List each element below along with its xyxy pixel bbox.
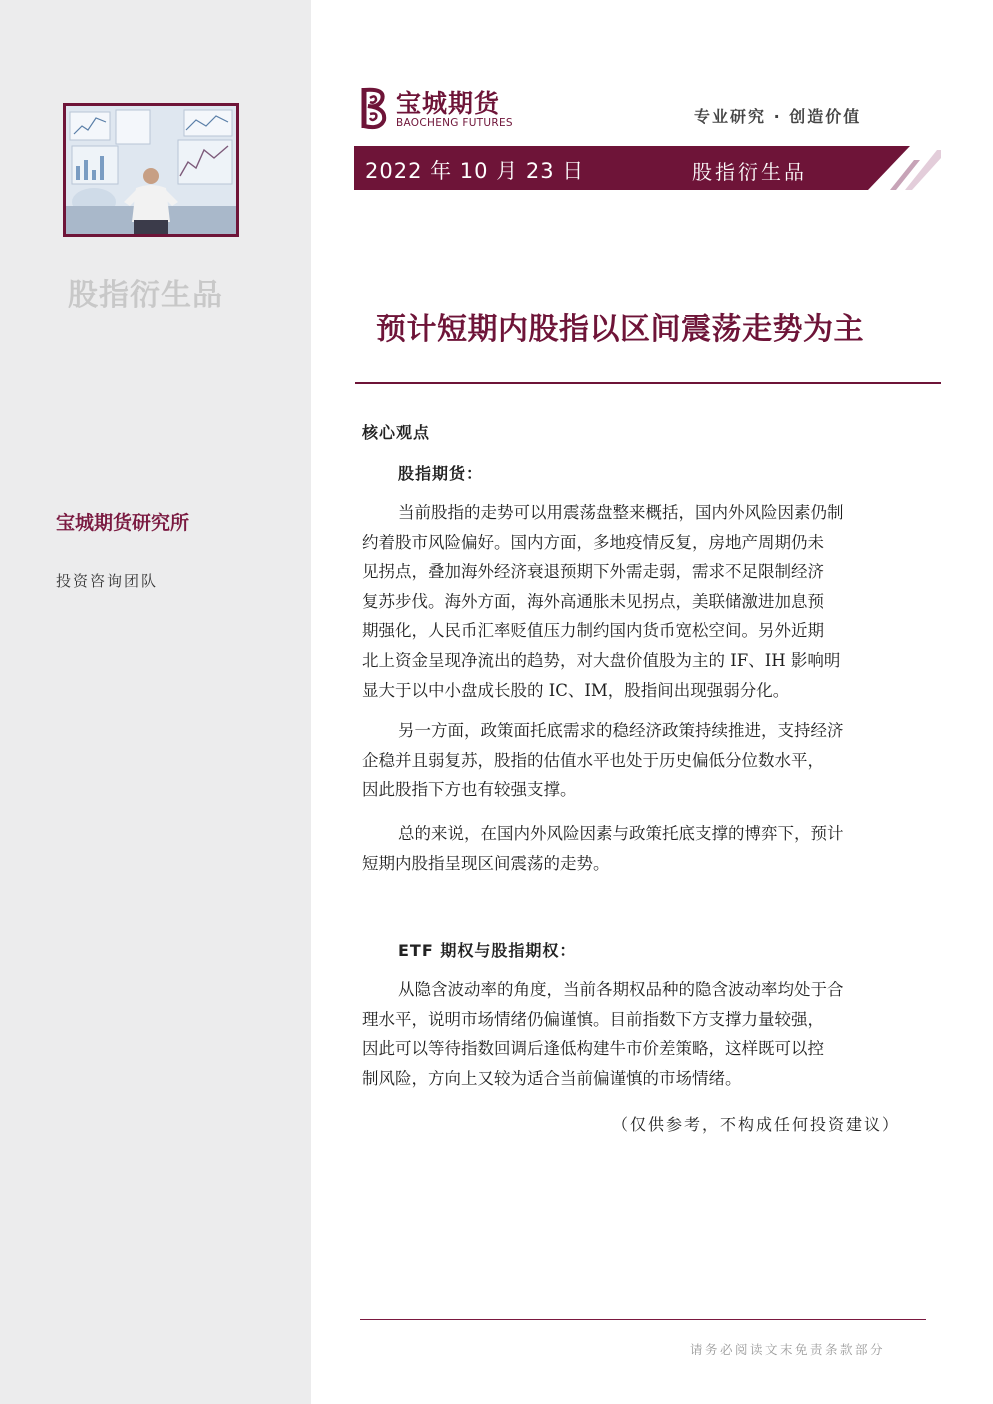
sidebar-category: 股指衍生品 bbox=[68, 278, 223, 313]
analyst-screens-illustration bbox=[66, 106, 236, 234]
paragraph-line: 约着股市风险偏好。国内方面，多地疫情反复，房地产周期仍未 bbox=[362, 532, 824, 552]
sidebar bbox=[0, 0, 311, 1404]
date-banner bbox=[354, 146, 941, 190]
disclaimer: （仅供参考，不构成任何投资建议） bbox=[612, 1115, 901, 1134]
paragraph-line: 当前股指的走势可以用震荡盘整来概括，国内外风险因素仍制 bbox=[398, 503, 844, 522]
paragraph-line: 从隐含波动率的角度，当前各期权品种的隐含波动率均处于合 bbox=[398, 980, 844, 999]
options-heading: ETF 期权与股指期权： bbox=[398, 941, 577, 960]
company-logo bbox=[356, 84, 526, 132]
sidebar-team: 投资咨询团队 bbox=[56, 572, 159, 590]
paragraph-line: 理水平，说明市场情绪仍偏谨慎。目前指数下方支撑力量较强， bbox=[362, 1009, 824, 1029]
footer-note: 请务必阅读文末免责条款部分 bbox=[690, 1342, 886, 1357]
paragraph-line: 因此股指下方也有较强支撑。 bbox=[362, 780, 577, 800]
baocheng-logo-icon bbox=[356, 84, 392, 132]
paragraph-line: 因此可以等待指数回调后逢低构建牛市价差策略，这样既可以控 bbox=[362, 1039, 824, 1059]
paragraph-line: 北上资金呈现净流出的趋势，对大盘价值股为主的 IF、IH 影响明 bbox=[362, 650, 841, 670]
slogan: 专业研究 · 创造价值 bbox=[694, 107, 862, 126]
section-heading: 核心观点 bbox=[362, 423, 431, 442]
title-divider bbox=[355, 382, 941, 384]
paragraph-line: 总的来说，在国内外风险因素与政策托底支撑的博弈下，预计 bbox=[398, 824, 844, 843]
futures-paragraph-3 bbox=[362, 819, 922, 878]
logo-chinese-name: 宝城期货 bbox=[396, 89, 501, 118]
footer-divider bbox=[360, 1319, 926, 1320]
paragraph-line: 期强化，人民币汇率贬值压力制约国内货币宽松空间。另外近期 bbox=[362, 621, 824, 641]
cover-image bbox=[63, 103, 239, 237]
options-paragraph bbox=[362, 975, 922, 1093]
paragraph-line: 短期内股指呈现区间震荡的走势。 bbox=[362, 853, 610, 873]
futures-heading: 股指期货： bbox=[398, 464, 484, 483]
paragraph-line: 复苏步伐。海外方面，海外高通胀未见拐点，美联储激进加息预 bbox=[362, 591, 824, 611]
report-title: 预计短期内股指以区间震荡走势为主 bbox=[376, 312, 864, 347]
futures-paragraph-1 bbox=[362, 498, 922, 705]
banner-category: 股指衍生品 bbox=[692, 160, 807, 184]
paragraph-line: 企稳并且弱复苏，股指的估值水平也处于历史偏低分位数水平， bbox=[362, 750, 824, 770]
logo-english-name: BAOCHENG FUTURES bbox=[396, 117, 513, 129]
paragraph-line: 制风险，方向上又较为适合当前偏谨慎的市场情绪。 bbox=[362, 1068, 742, 1088]
futures-paragraph-2 bbox=[362, 716, 922, 805]
paragraph-line: 显大于以中小盘成长股的 IC、IM，股指间出现强弱分化。 bbox=[362, 680, 790, 700]
paragraph-line: 另一方面，政策面托底需求的稳经济政策持续推进，支持经济 bbox=[398, 721, 844, 740]
report-date: 2022 年 10 月 23 日 bbox=[365, 159, 585, 183]
paragraph-line: 见拐点，叠加海外经济衰退预期下外需走弱，需求不足限制经济 bbox=[362, 562, 824, 582]
sidebar-institute: 宝城期货研究所 bbox=[56, 512, 190, 534]
